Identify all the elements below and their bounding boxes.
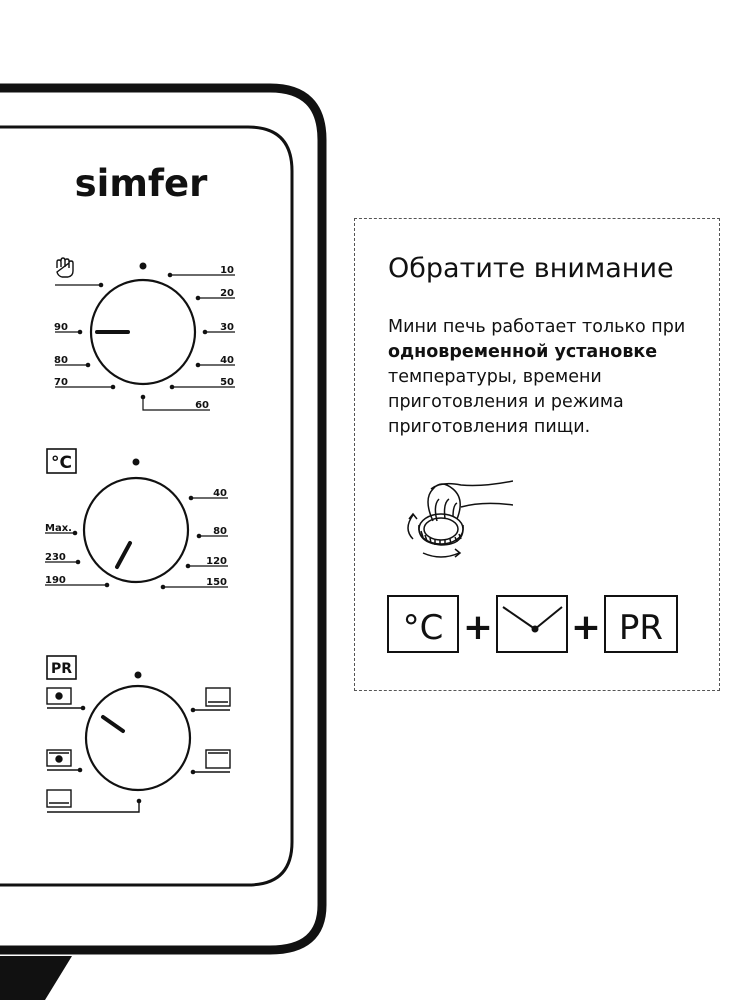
temperature-knob-group — [45, 449, 228, 589]
temperature-symbol: °C — [51, 453, 72, 473]
timer-label-40: 40 — [220, 355, 234, 366]
timer-label-70: 70 — [54, 377, 68, 388]
formula-row — [387, 595, 687, 655]
hand-turning-knob-icon — [383, 459, 513, 574]
mode-symbol: PR — [50, 661, 73, 677]
notice-text-before: Мини печь работает только при — [388, 317, 686, 337]
timer-top-dot — [140, 263, 147, 270]
oven-foot — [0, 956, 72, 1000]
formula-plus-1: + — [462, 607, 494, 648]
notice-title: Обратите внимание — [388, 253, 674, 284]
mode-top-heat-icon — [193, 688, 230, 710]
mode-top-dot — [135, 672, 142, 679]
timer-label-80: 80 — [54, 355, 68, 366]
hand-icon — [57, 258, 73, 277]
formula-plus-2: + — [570, 607, 602, 648]
temp-label-190: 190 — [45, 575, 66, 586]
timer-label-50: 50 — [220, 377, 234, 388]
temp-label-120: 120 — [206, 556, 227, 567]
mode-fan-both-heat-icon — [47, 750, 80, 770]
notice-box — [354, 218, 720, 691]
temp-label-230: 230 — [45, 552, 66, 563]
notice-text-bold: одновременной установке — [388, 342, 658, 362]
temp-label-150: 150 — [206, 577, 227, 588]
temperature-top-dot — [133, 459, 140, 466]
temp-label-max: Max. — [45, 523, 72, 534]
mode-top-bottom-heat-icon — [193, 750, 230, 772]
timer-label-10: 10 — [220, 265, 234, 276]
notice-text-after: температуры, времени приготовления и режима приготовления пищи. — [388, 367, 624, 437]
formula-mode-symbol: PR — [618, 608, 664, 648]
notice-text — [388, 315, 718, 440]
mode-fan-top-heat-icon — [47, 688, 83, 708]
timer-label-60: 60 — [195, 400, 209, 411]
formula-temp-symbol: °C — [402, 608, 444, 648]
timer-label-30: 30 — [220, 322, 234, 333]
mode-bottom-heat-icon — [47, 790, 139, 812]
temp-label-40: 40 — [213, 488, 227, 499]
timer-label-90: 90 — [54, 322, 68, 333]
temp-label-80: 80 — [213, 526, 227, 537]
mode-knob-group — [47, 656, 230, 812]
formula-time-box — [497, 596, 567, 652]
temperature-knob[interactable] — [84, 478, 188, 582]
timer-knob-group — [54, 258, 235, 411]
brand-logo: simfer — [74, 162, 208, 205]
mode-knob[interactable] — [86, 686, 190, 790]
timer-label-20: 20 — [220, 288, 234, 299]
